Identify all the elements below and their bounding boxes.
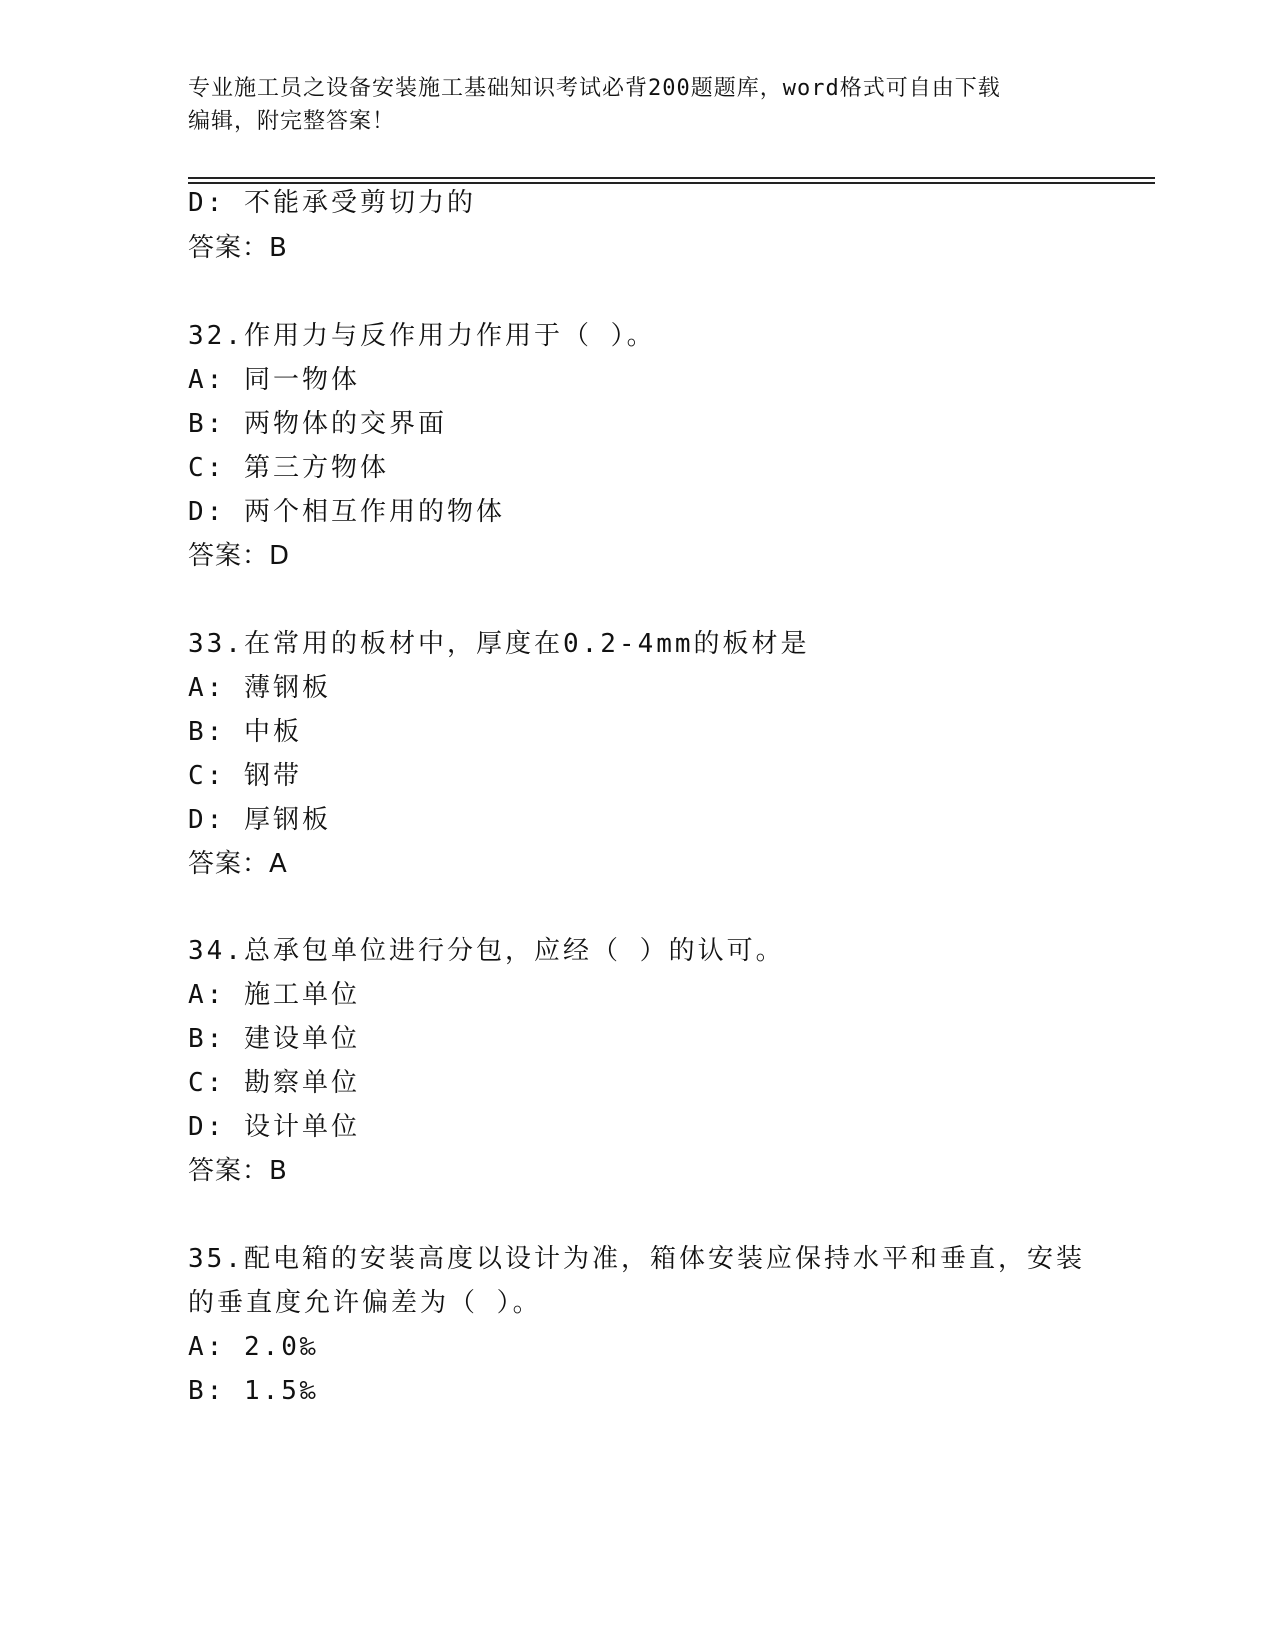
question-35-line-1: 35.配电箱的安装高度以设计为准，箱体安装应保持水平和垂直，安装 [188, 1244, 1085, 1274]
document-header [188, 72, 1088, 138]
q33-answer: 答案：A [188, 849, 288, 879]
q34-option-b: B: 建设单位 [188, 1024, 360, 1054]
q35-option-a: A: 2.0‰ [188, 1332, 319, 1362]
q34-answer: 答案：B [188, 1156, 288, 1186]
q34-option-d: D: 设计单位 [188, 1112, 360, 1142]
q33-option-b: B: 中板 [188, 717, 302, 747]
header-line-2: 编辑，附完整答案！ [188, 109, 396, 134]
q34-option-c: C: 勘察单位 [188, 1068, 360, 1098]
header-divider-top [188, 177, 1155, 179]
q33-option-c: C: 钢带 [188, 761, 302, 791]
q35-option-b: B: 1.5‰ [188, 1376, 319, 1406]
q34-option-a: A: 施工单位 [188, 980, 360, 1010]
question-35-line-2: 的垂直度允许偏差为（ ）。 [188, 1288, 542, 1318]
question-33: 33.在常用的板材中，厚度在0.2-4mm的板材是 [188, 629, 810, 659]
question-32: 32.作用力与反作用力作用于（ ）。 [188, 321, 656, 351]
q32-answer: 答案：D [188, 541, 291, 571]
q33-option-d: D: 厚钢板 [188, 805, 331, 835]
header-divider-bottom [188, 182, 1155, 184]
question-34: 34.总承包单位进行分包，应经（ ）的认可。 [188, 936, 785, 966]
option-d-prev: D: 不能承受剪切力的 [188, 188, 476, 218]
answer-prev: 答案：B [188, 233, 288, 263]
q32-option-b: B: 两物体的交界面 [188, 409, 447, 439]
q32-option-a: A: 同一物体 [188, 365, 360, 395]
q32-option-c: C: 第三方物体 [188, 453, 389, 483]
q32-option-d: D: 两个相互作用的物体 [188, 497, 505, 527]
q33-option-a: A: 薄钢板 [188, 673, 331, 703]
header-line-1: 专业施工员之设备安装施工基础知识考试必背200题题库，word格式可自由下载 [188, 76, 1001, 101]
